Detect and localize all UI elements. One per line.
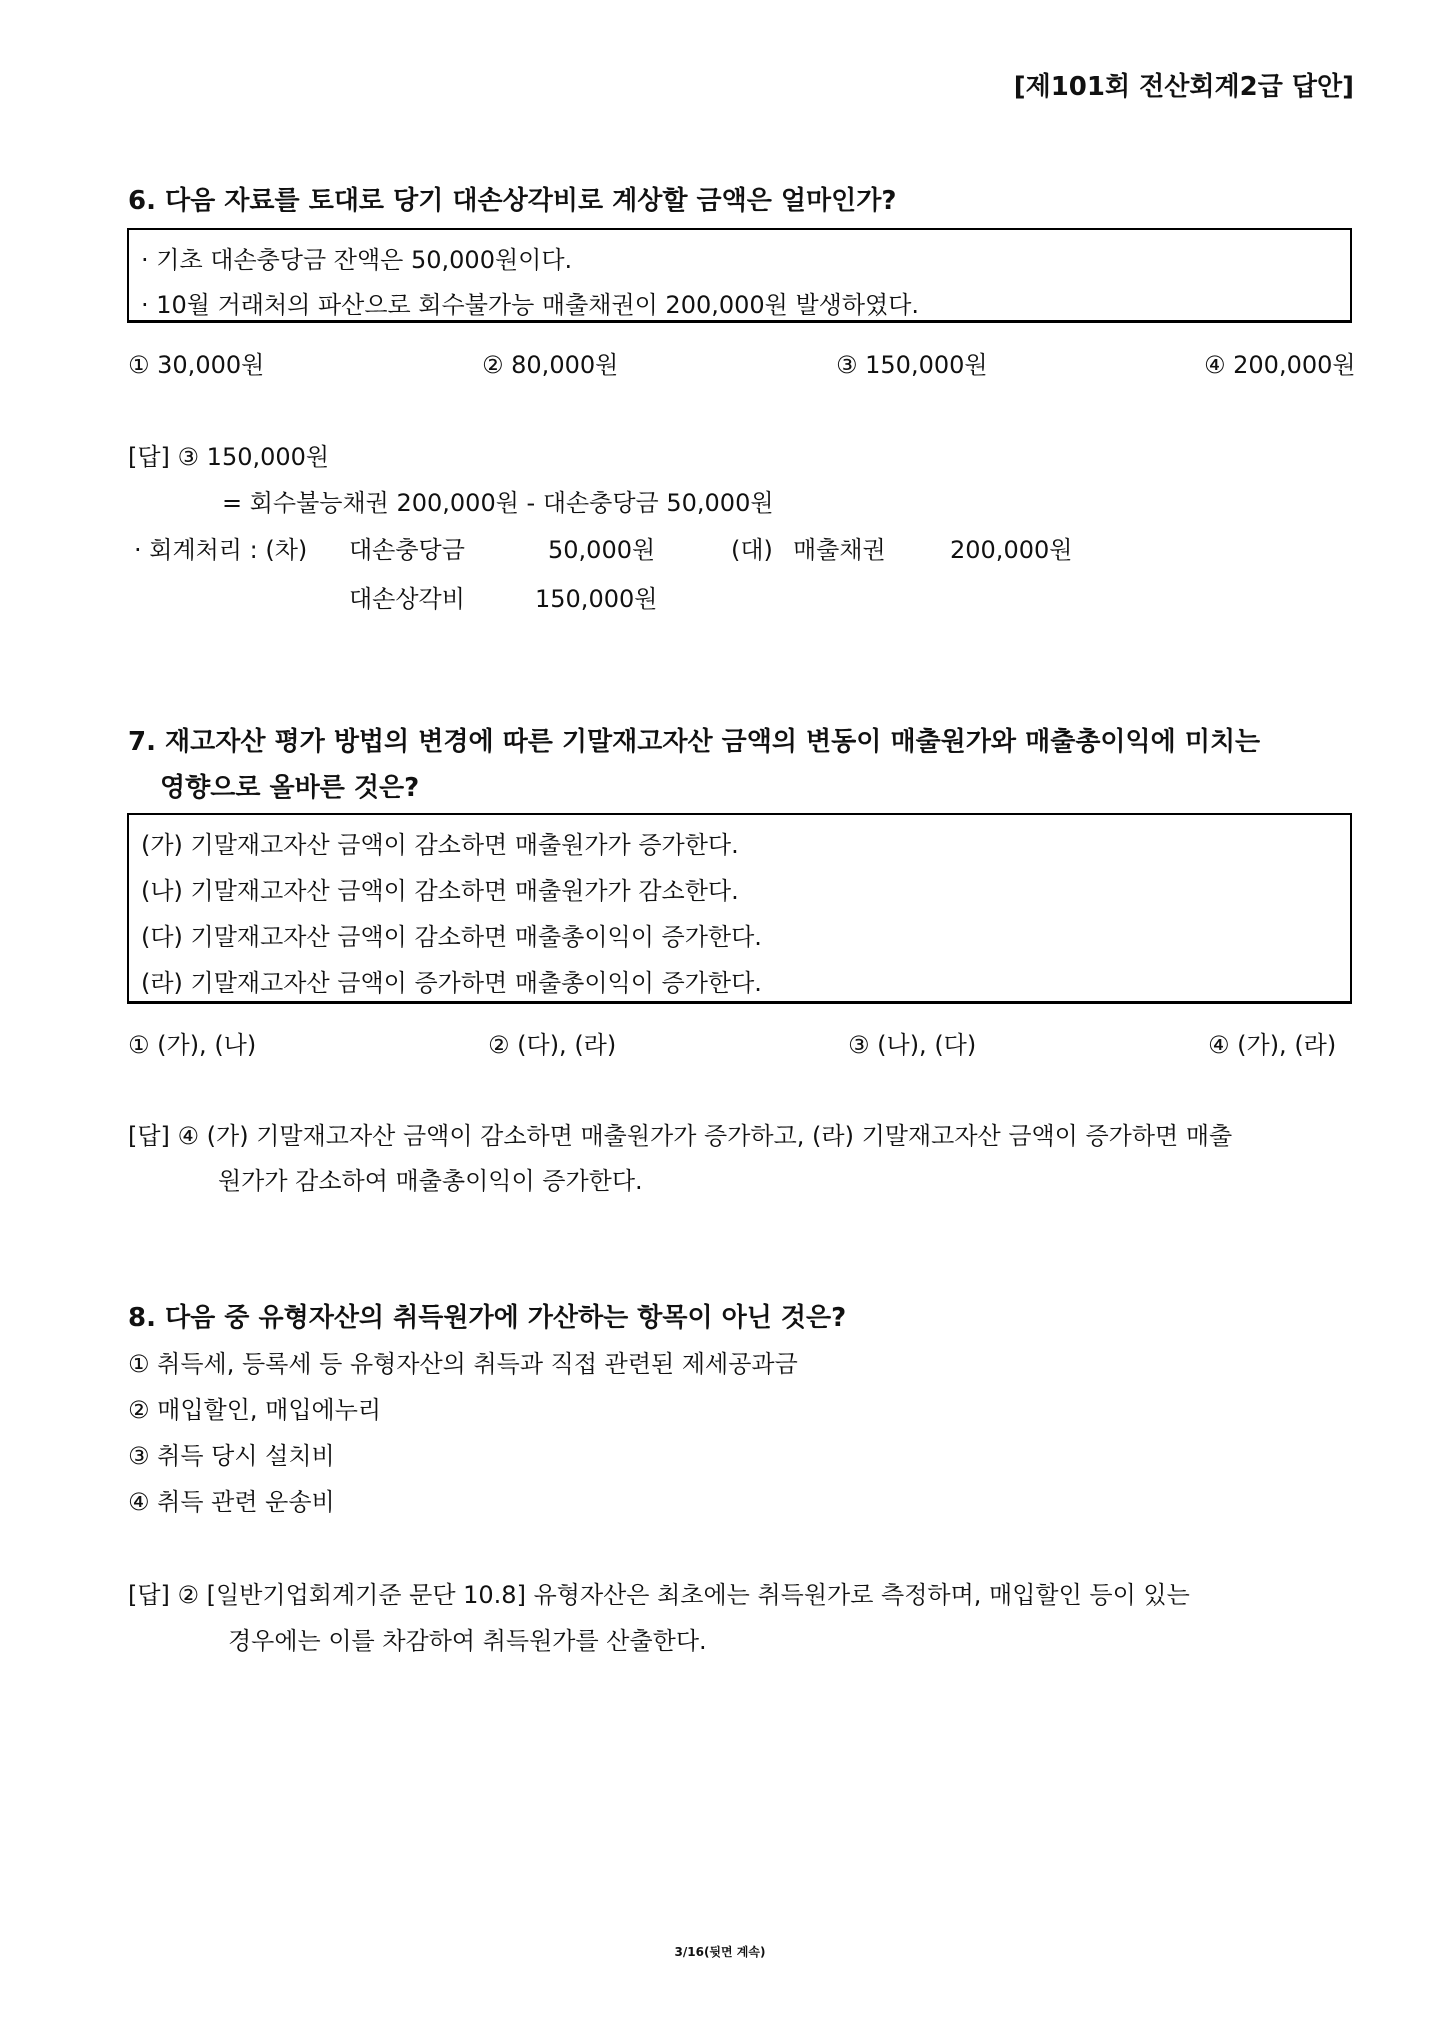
q6-credit-account: 매출채권: [793, 536, 886, 564]
question-6-data-box: [127, 228, 1352, 323]
question-7-title-line-1: [128, 721, 1353, 758]
q7-option-1: ① (가), (나): [128, 1031, 257, 1059]
q6-debit-amount-2: 150,000원: [535, 585, 658, 613]
q8-option-2: ② 매입할인, 매입에누리: [128, 1396, 382, 1424]
q8-option-4: ④ 취득 관련 운송비: [128, 1488, 335, 1516]
q6-credit-amount: 200,000원: [950, 536, 1073, 564]
q6-debit-account-1: 대손충당금: [349, 536, 465, 564]
page-footer: 3/16(뒷면 계속): [674, 1945, 766, 1959]
question-8-title: 8. 다음 중 유형자산의 취득원가에 가산하는 항목이 아닌 것은?: [128, 1303, 847, 1333]
q8-option-3: ③ 취득 당시 설치비: [128, 1442, 335, 1470]
question-7-title-line-2: 영향으로 올바른 것은?: [160, 773, 420, 803]
q7-title-text: 7. 재고자산 평가 방법의 변경에 따른 기말재고자산 금액의 변동이 매출원가와 매출총이익에 미치는: [128, 727, 1261, 757]
q6-option-2: ② 80,000원: [482, 351, 619, 379]
q7-statement-ga: (가) 기말재고자산 금액이 감소하면 매출원가가 증가한다.: [141, 831, 739, 859]
q6-answer-calc: = 회수불능채권 200,000원 - 대손충당금 50,000원: [222, 489, 774, 517]
q7-statement-da: (다) 기말재고자산 금액이 감소하면 매출총이익이 증가한다.: [141, 923, 762, 951]
q7-option-2: ② (다), (라): [488, 1031, 617, 1059]
q6-credit-prefix: (대): [731, 536, 773, 564]
q7-option-3: ③ (나), (다): [848, 1031, 977, 1059]
q7-statement-na: (나) 기말재고자산 금액이 감소하면 매출원가가 감소한다.: [141, 877, 739, 905]
question-6-title: 6. 다음 자료를 토대로 당기 대손상각비로 계상할 금액은 얼마인가?: [128, 186, 897, 216]
q7-answer-line-2: 원가가 감소하여 매출총이익이 증가한다.: [218, 1167, 643, 1195]
q6-box-line-1: · 기초 대손충당금 잔액은 50,000원이다.: [141, 246, 573, 274]
q6-box-line-2: · 10월 거래처의 파산으로 회수불가능 매출채권이 200,000원 발생하였다.: [141, 291, 920, 319]
question-7-statements-box: [127, 813, 1352, 1004]
q8-option-1: ① 취득세, 등록세 등 유형자산의 취득과 직접 관련된 제세공과금: [128, 1350, 798, 1378]
q6-option-1: ① 30,000원: [128, 351, 265, 379]
q6-answer-label: [답] ③ 150,000원: [128, 443, 330, 471]
q6-journal-prefix: · 회계처리 : (차): [134, 536, 308, 564]
q6-option-3: ③ 150,000원: [836, 351, 988, 379]
page-header: [제101회 전산회계2급 답안]: [1013, 72, 1354, 102]
q7-statement-ra: (라) 기말재고자산 금액이 증가하면 매출총이익이 증가한다.: [141, 969, 762, 997]
q8-answer-line-2: 경우에는 이를 차감하여 취득원가를 산출한다.: [228, 1627, 707, 1655]
q8-answer-line-1: [답] ② [일반기업회계기준 문단 10.8] 유형자산은 최초에는 취득원가로 측정하며, 매입할인 등이 있는: [128, 1581, 1190, 1609]
q7-answer-line-1: [답] ④ (가) 기말재고자산 금액이 감소하면 매출원가가 증가하고, (라) 기말재고자산 금액이 증가하면 매출: [128, 1122, 1233, 1150]
q7-option-4: ④ (가), (라): [1208, 1031, 1337, 1059]
q6-option-4: ④ 200,000원: [1204, 351, 1356, 379]
q6-debit-amount-1: 50,000원: [548, 536, 656, 564]
q6-debit-account-2: 대손상각비: [349, 585, 465, 613]
